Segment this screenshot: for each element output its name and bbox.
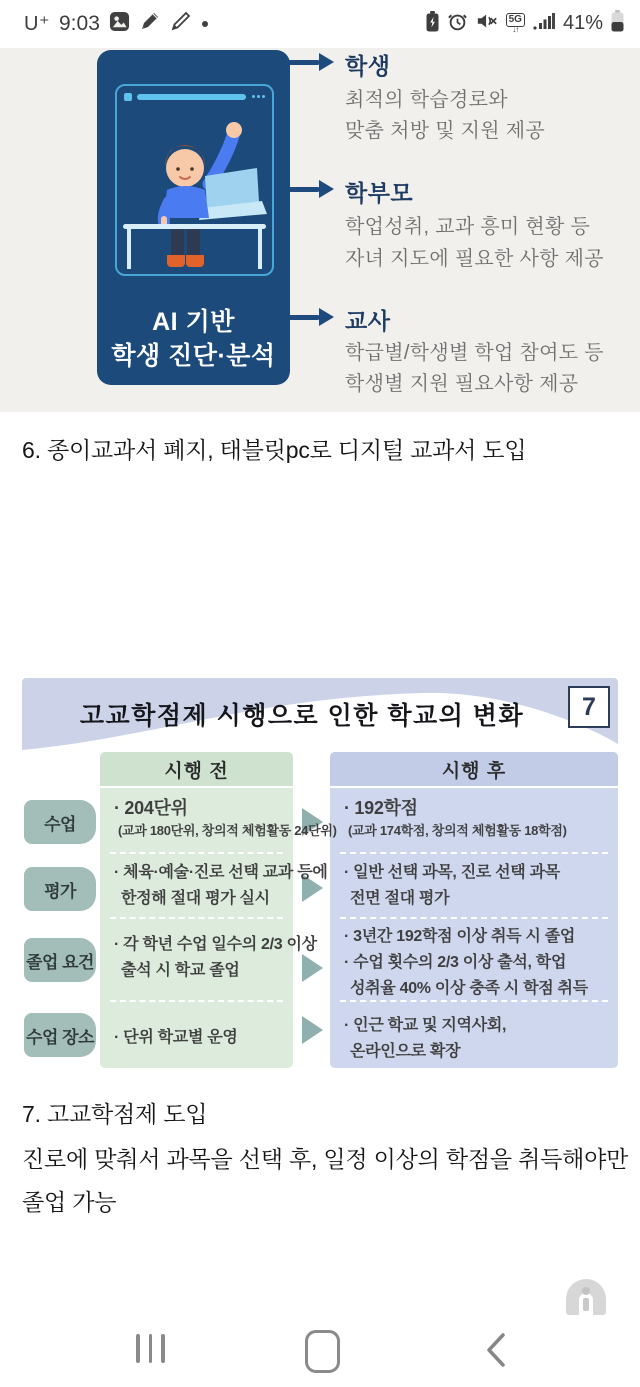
battery-charging-icon <box>426 11 439 37</box>
item-desc-line: 학생별 지원 필요사항 제공 <box>345 373 579 395</box>
row-arrow-icon <box>302 954 323 982</box>
pen-icon <box>139 10 161 37</box>
battery-percent-label: 41% <box>562 12 603 34</box>
after-cell-line: 온라인으로 확장 <box>350 1043 461 1060</box>
dashed-divider <box>110 852 283 854</box>
before-cell-line: · 단위 학교별 운영 <box>114 1029 238 1046</box>
dashed-divider <box>340 1000 608 1002</box>
item-desc-line: 학업성취, 교과 흥미 현황 등 <box>345 216 591 238</box>
battery-icon <box>611 10 624 37</box>
before-cell-line: · 204단위 <box>114 798 188 818</box>
after-cell-line: · 3년간 192학점 이상 취득 시 졸업 <box>344 928 576 945</box>
nav-home-button[interactable] <box>305 1330 340 1373</box>
item-heading-student: 학생 <box>345 53 391 79</box>
caption-6: 6. 종이교과서 폐지, 태블릿pc로 디지털 교과서 도입 <box>22 437 527 463</box>
credit-title: 고교학점제 시행으로 인한 학교의 변화 <box>79 702 525 730</box>
before-cell-line: 한정해 절대 평가 실시 <box>121 890 270 907</box>
page-number-badge: 7 <box>568 686 610 728</box>
notification-dot <box>201 15 209 33</box>
arrow-icon <box>288 187 320 192</box>
row-label-chip: 평가 <box>24 867 96 911</box>
after-cell-line: 성취율 40% 이상 충족 시 학점 취득 <box>350 980 588 997</box>
before-cell-line: · 체육·예술·진로 선택 교과 등에 <box>114 864 328 881</box>
dashed-divider <box>340 852 608 854</box>
row-label-chip: 졸업 요건 <box>24 938 96 982</box>
item-desc-line: 자녀 지도에 필요한 사항 제공 <box>345 248 604 270</box>
after-cell-line: · 수업 횟수의 2/3 이상 출석, 학업 <box>344 954 567 971</box>
card-title-line2: 학생 진단·분석 <box>111 342 276 370</box>
student-illustration <box>117 106 272 271</box>
nav-back-button[interactable] <box>484 1332 508 1373</box>
arrow-head-icon <box>319 180 334 198</box>
row-label-chip: 수업 <box>24 800 96 844</box>
col-header-before: 시행 전 <box>100 752 293 788</box>
caption-7-line: 진로에 맞춰서 과목을 선택 후, 일정 이상의 학점을 취득해야만 <box>22 1146 629 1172</box>
item-desc-line: 맞춤 처방 및 지원 제공 <box>345 120 546 142</box>
item-desc-line: 학급별/학생별 학업 참여도 등 <box>345 342 604 364</box>
dashed-divider <box>110 917 283 919</box>
item-heading-parent: 학부모 <box>345 180 414 206</box>
arrow-icon <box>288 315 320 320</box>
signal-icon <box>533 12 555 35</box>
after-cell-line: 전면 절대 평가 <box>350 890 450 907</box>
arrow-head-icon <box>319 308 334 326</box>
illustration-frame <box>115 84 274 276</box>
status-bar <box>0 0 640 44</box>
before-cell-line: · 각 학년 수업 일수의 2/3 이상 <box>114 936 317 953</box>
ai-card <box>97 50 290 385</box>
row-arrow-icon <box>302 1016 323 1044</box>
before-cell-line: (교과 180단위, 창의적 체험활동 24단위) <box>118 823 337 838</box>
mute-icon <box>476 11 498 36</box>
after-cell-line: · 일반 선택 과목, 진로 선택 과목 <box>344 864 560 881</box>
card-title-line1: AI 기반 <box>152 308 235 336</box>
dashed-divider <box>110 1000 283 1002</box>
row-label-chip: 수업 장소 <box>24 1013 96 1057</box>
carrier-label: U⁺ <box>24 13 50 35</box>
network-5g-icon: 5G ↓↑ <box>506 13 525 34</box>
ai-infographic <box>0 48 640 412</box>
browser-bar <box>137 94 246 100</box>
time-label: 9:03 <box>59 11 100 35</box>
browser-dots-icon <box>252 95 266 99</box>
arrow-icon <box>288 60 320 65</box>
before-cell-line: 출석 시 학교 졸업 <box>121 962 240 979</box>
nav-recents-button[interactable] <box>136 1334 165 1363</box>
item-desc-line: 최적의 학습경로와 <box>345 89 508 111</box>
arrow-head-icon <box>319 53 334 71</box>
item-heading-teacher: 교사 <box>345 308 391 334</box>
alarm-icon <box>447 11 468 37</box>
caption-7-title: 7. 고교학점제 도입 <box>22 1101 208 1127</box>
navigation-bar <box>0 1320 640 1387</box>
fab-info-button[interactable] <box>566 1277 608 1317</box>
col-header-after: 시행 후 <box>330 752 618 788</box>
dashed-divider <box>340 917 608 919</box>
gallery-icon <box>109 11 130 37</box>
browser-square-icon <box>124 93 132 101</box>
after-cell-line: (교과 174학점, 창의적 체험활동 18학점) <box>348 823 567 838</box>
credit-infographic <box>22 678 618 1090</box>
caption-7-line: 졸업 가능 <box>22 1189 117 1215</box>
after-cell-line: · 인근 학교 및 지역사회, <box>344 1017 507 1034</box>
pencil-icon <box>170 10 192 37</box>
after-cell-line: · 192학점 <box>344 798 418 818</box>
